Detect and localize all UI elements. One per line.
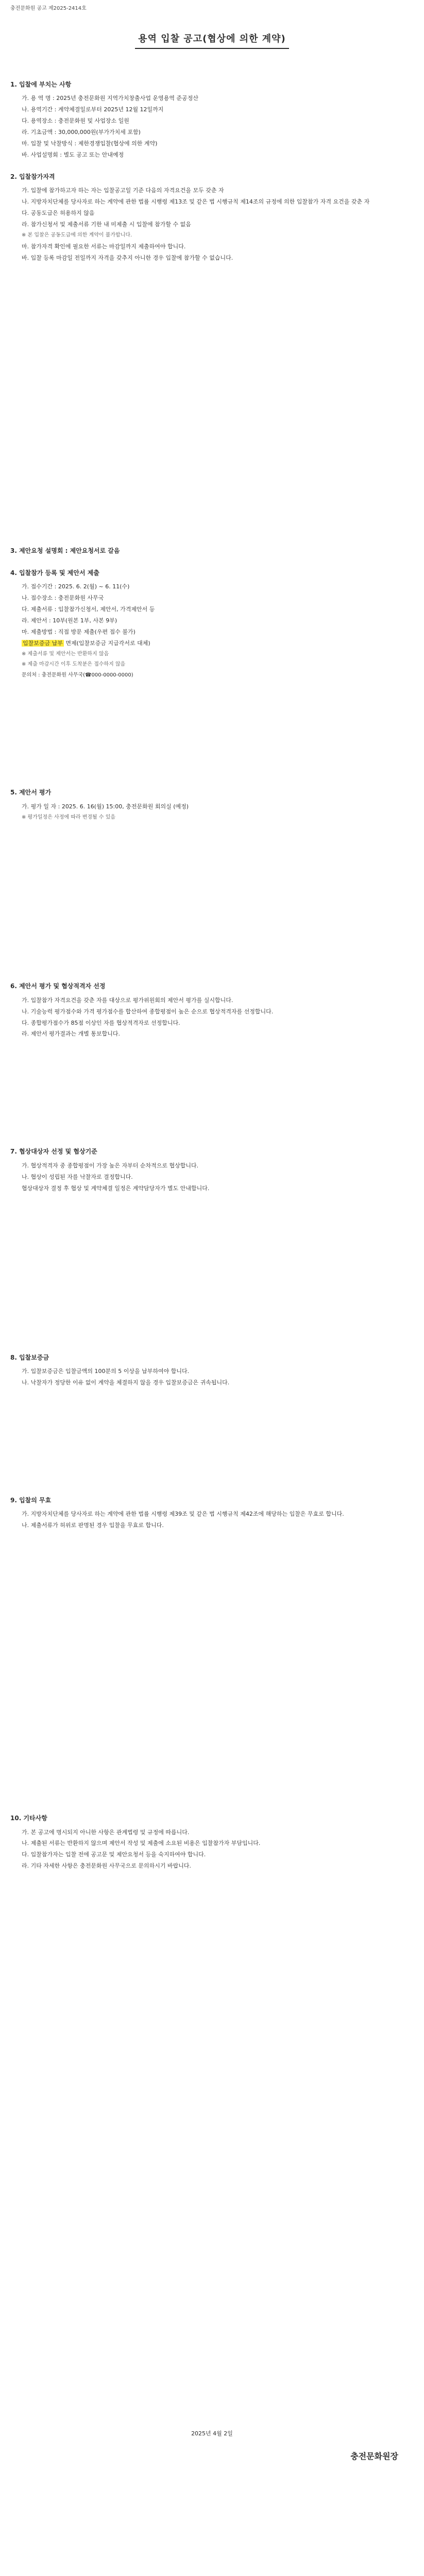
section-4-item: 나. 접수장소 : 충전문화원 사무국	[22, 595, 104, 602]
section-5-note: ※ 평가일정은 사정에 따라 변경될 수 있음	[22, 814, 116, 820]
section-1	[10, 80, 414, 159]
spacer-medium-3	[10, 1390, 414, 1483]
section-6-item: 가. 입찰참가 자격요건을 갖춘 자를 대상으로 평가위원회의 제안서 평가를 실시합니다.	[22, 996, 233, 1004]
section-4-item: 가. 접수기간 : 2025. 6. 2(월) ~ 6. 11(수)	[22, 583, 130, 590]
highlight-after: 면제(입찰보증금 지급각서로 대체)	[63, 640, 150, 647]
spacer-medium	[10, 682, 414, 775]
section-9	[10, 1496, 414, 1530]
spacer-large-4	[10, 1533, 414, 1801]
section-5-body	[10, 803, 414, 821]
section-1-list	[10, 94, 414, 159]
page-title: 용역 입찰 공고(협상에 의한 계약)	[135, 32, 289, 49]
section-9-item: 나. 제출서류가 허위로 판명된 경우 입찰을 무효로 합니다.	[22, 1522, 164, 1529]
spacer-large-3	[10, 1196, 414, 1340]
section-8-item: 나. 낙찰자가 정당한 이유 없이 계약을 체결하지 않을 경우 입찰보증금은 귀속됩니다.	[22, 1379, 230, 1386]
section-6-item: 나. 기술능력 평가점수와 가격 평가점수를 합산하여 종합평점이 높은 순으로 협상적격자를 선정합니다.	[22, 1008, 274, 1015]
section-7-paragraph: 협상대상자 결정 후 협상 및 계약체결 일정은 계약담당자가 별도 안내합니다.	[22, 1184, 210, 1192]
section-1-item: 가. 용 역 명 : 2025년 충전문화원 지역가치창출사업 운영용역 준공정산	[22, 95, 198, 102]
section-2-item: 다. 공동도급은 허용하지 않음	[22, 210, 95, 217]
section-8	[10, 1353, 414, 1387]
section-3	[10, 547, 414, 555]
section-3-heading: 3. 제안요청 설명회 : 제안요청서로 갈음	[10, 547, 120, 554]
section-10-heading: 10. 기타사항	[10, 1815, 47, 1822]
section-4-note: ※ 제출 마감시간 이후 도착분은 접수하지 않음	[22, 662, 126, 668]
section-4	[10, 569, 414, 680]
section-10-item: 나. 제출된 서류는 반환하지 않으며 제안서 작성 및 제출에 소요된 비용은 입찰참가자 부담입니다.	[22, 1840, 261, 1847]
spacer-medium-2	[10, 1041, 414, 1134]
section-4-heading: 4. 입찰참가 등록 및 제안서 제출	[10, 569, 99, 577]
section-10-item: 가. 본 공고에 명시되지 아니한 사항은 관계법령 및 규정에 따릅니다.	[22, 1828, 190, 1836]
section-6-item: 다. 종합평가점수가 85점 이상인 자를 협상적격자로 선정합니다.	[22, 1019, 180, 1026]
section-9-list	[10, 1510, 414, 1530]
section-6-heading: 6. 제안서 평가 및 협상적격자 선정	[10, 982, 106, 990]
section-7-heading: 7. 협상대상자 선정 및 협상기준	[10, 1148, 97, 1156]
header-area	[0, 0, 424, 67]
spacer-large-2	[10, 824, 414, 969]
section-6-item: 라. 제안서 평가결과는 개별 통보합니다.	[22, 1030, 120, 1038]
section-6	[10, 982, 414, 1038]
section-4-item: 라. 제안서 : 10부(원본 1부, 사본 9부)	[22, 617, 117, 624]
section-2-heading: 2. 입찰참가자격	[10, 173, 55, 181]
section-2-note: ※ 본 입찰은 공동도급에 의한 계약이 불가합니다.	[22, 232, 132, 239]
section-1-item: 바. 사업설명회 : 별도 공고 또는 안내예정	[22, 151, 124, 159]
signature: 충전문화원장	[350, 2451, 398, 2462]
section-5-line: 가. 평가 일 자 : 2025. 6. 16(월) 15:00, 충전문화원 회의실 (예정)	[22, 803, 189, 810]
section-7-item: 가. 협상적격자 중 종합평점이 가장 높은 자부터 순차적으로 협상합니다.	[22, 1162, 199, 1169]
section-1-item: 마. 입찰 및 낙찰방식 : 제한경쟁입찰(협상에 의한 계약)	[22, 140, 158, 147]
section-10-item: 라. 기타 자세한 사항은 충전문화원 사무국으로 문의하시기 바랍니다.	[22, 1862, 191, 1870]
content	[0, 80, 424, 2462]
section-1-item: 라. 기초금액 : 30,000,000원(부가가치세 포함)	[22, 129, 141, 136]
date: 2025년 4월 2일	[191, 2430, 233, 2437]
section-9-item: 가. 지방자치단체를 당사자로 하는 계약에 관한 법률 시행령 제39조 및 같은 법 시행규칙 제42조에 해당하는 입찰은 무효로 합니다.	[22, 1511, 344, 1518]
section-4-contact: 문의처 : 충전문화원 사무국(☎000-0000-0000)	[22, 672, 133, 678]
title-wrap	[10, 32, 414, 49]
section-2-item: 가. 입찰에 참가하고자 하는 자는 입찰공고일 기준 다음의 자격요건을 모두 갖춘 자	[22, 187, 224, 194]
section-8-item: 가. 입찰보증금은 입찰금액의 100분의 5 이상을 납부하여야 합니다.	[22, 1368, 190, 1375]
section-9-heading: 9. 입찰의 무효	[10, 1496, 52, 1504]
section-7	[10, 1147, 414, 1192]
section-8-heading: 8. 입찰보증금	[10, 1353, 49, 1361]
spacer-large	[10, 265, 414, 533]
section-5-heading: 5. 제안서 평가	[10, 789, 52, 796]
section-2-item: 라. 참가신청서 및 제출서류 기한 내 미제출 시 입찰에 참가할 수 없음	[22, 221, 191, 228]
section-1-item: 다. 용역장소 : 충전문화원 및 사업장소 일원	[22, 117, 129, 125]
section-4-item: 다. 제출서류 : 입찰참가신청서, 제안서, 가격제안서 등	[22, 606, 155, 613]
section-2-extra: 바. 입찰 등록 마감일 전일까지 자격을 갖추지 아니한 경우 입찰에 참가할 수 없습니다.	[22, 254, 233, 261]
section-2-list	[10, 187, 414, 262]
section-4-list	[10, 583, 414, 679]
section-10-list	[10, 1828, 414, 1871]
section-10-item: 다. 입찰참가자는 입찰 전에 공고문 및 제안요청서 등을 숙지하여야 합니다.	[22, 1851, 206, 1858]
section-2-extra: 마. 참가자격 확인에 필요한 서류는 마감일까지 제출하여야 합니다.	[22, 243, 186, 250]
section-8-list	[10, 1367, 414, 1387]
section-4-note: ※ 제출서류 및 제안서는 반환하지 않음	[22, 651, 109, 657]
section-1-heading: 1. 입찰에 부치는 사항	[10, 81, 72, 88]
section-7-list	[10, 1162, 414, 1193]
spacer-large-5	[10, 1873, 414, 2141]
highlight-text: 입찰보증금 납부	[23, 640, 63, 647]
section-4-highlight-line	[22, 639, 414, 648]
section-6-list	[10, 996, 414, 1039]
section-10	[10, 1814, 414, 1870]
section-5	[10, 788, 414, 821]
section-7-item: 나. 협상이 성립된 자를 낙찰자로 결정합니다.	[22, 1173, 133, 1180]
section-2-item: 나. 지방자치단체를 당사자로 하는 계약에 관한 법률 시행령 제13조 및 같은 법 시행규칙 제14조의 규정에 의한 입찰참가 자격 요건을 갖춘 자	[22, 198, 370, 206]
spacer-large-6	[10, 2141, 414, 2409]
section-4-item: 마. 제출방법 : 직접 방문 제출(우편 접수 불가)	[22, 629, 135, 636]
announcement-number: 충전문화원 공고 제2025-2414호	[10, 6, 87, 11]
section-2	[10, 173, 414, 262]
section-1-item: 나. 용역기간 : 계약체결일로부터 2025년 12월 12일까지	[22, 106, 164, 113]
